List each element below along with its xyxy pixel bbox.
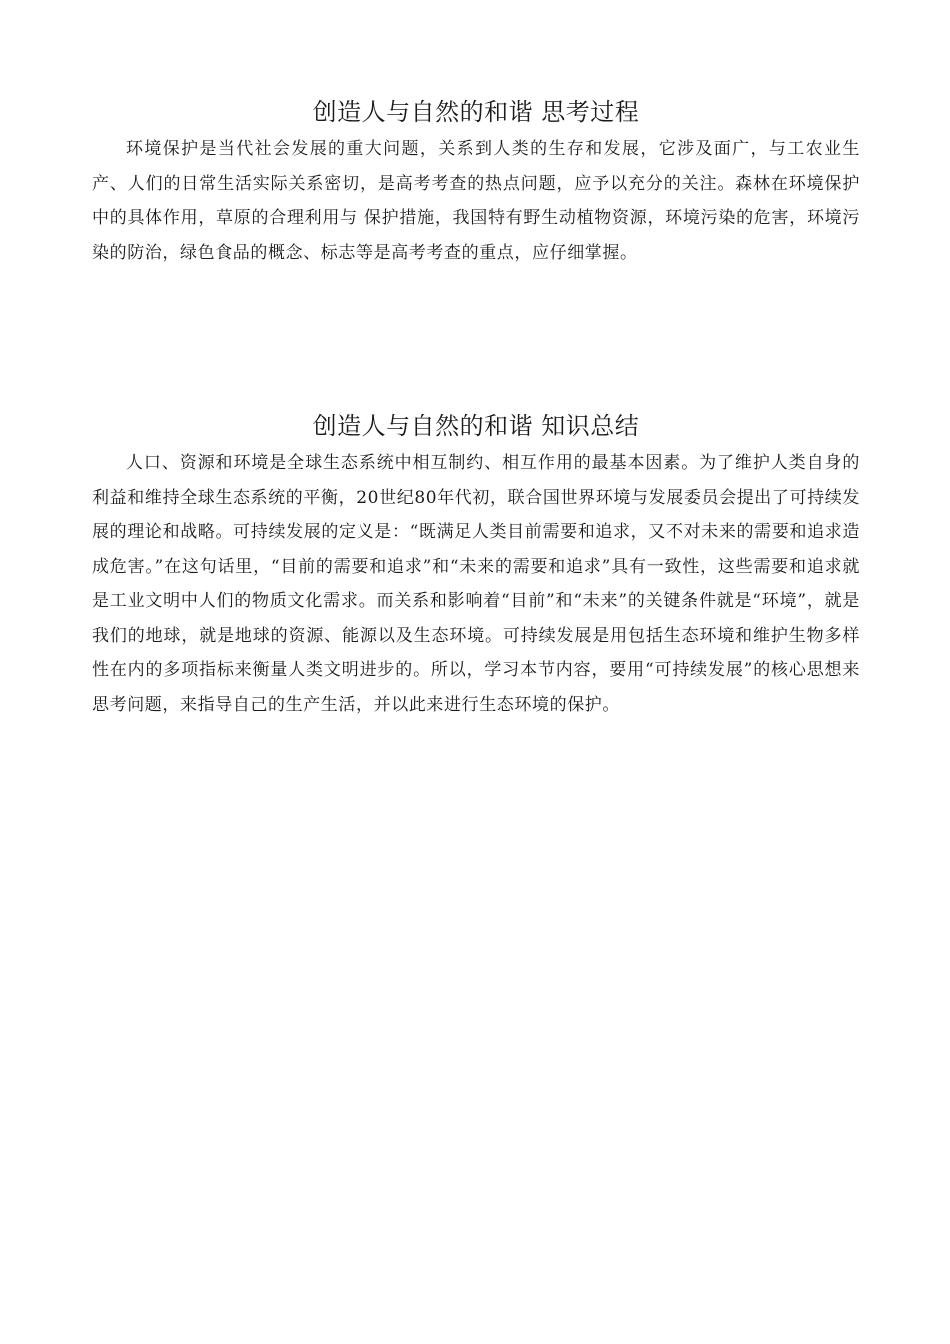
section-title: 创造人与自然的和谐 知识总结 xyxy=(312,412,640,440)
section-knowledge-summary xyxy=(92,406,860,722)
section-title: 创造人与自然的和谐 思考过程 xyxy=(312,98,640,126)
section-thinking-process xyxy=(92,92,860,270)
section-paragraph: 环境保护是当代社会发展的重大问题，关系到人类的生存和发展，它涉及面广，与工农业生产、人们的日常生活实际关系密切，是高考考查的热点问题，应予以充分的关注。森林在环境保护中的具体作用，草原的合理利用与 保护措施，我国特有野生动植物资源，环境污染的危害，环境污染的防治，绿色食品的概念、标志等是高考考查的重点，应仔细掌握。 xyxy=(92,139,860,263)
section-paragraph: 人口、资源和环境是全球生态系统中相互制约、相互作用的最基本因素。为了维护人类自身的利益和维持全球生态系统的平衡，20世纪80年代初，联合国世界环境与发展委员会提出了可持续发展的理论和战略。可持续发展的定义是：“既满足人类目前需要和追求，又不对未来的需要和追求造成危害。”在这句话里，“目前的需要和追求”和“未来的需要和追求”具有一致性，这些需要和追求就是工业文明中人们的物质文化需求。而关系和影响着“目前”和“未来”的关键条件就是“环境”，就是我们的地球，就是地球的资源、能源以及生态环境。可持续发展是用包括生态环境和维护生物多样性在内的多项指标来衡量人类文明进步的。所以，学习本节内容，要用“可持续发展”的核心思想来思考问题，来指导自己的生产生活，并以此来进行生态环境的保护。 xyxy=(92,453,860,715)
